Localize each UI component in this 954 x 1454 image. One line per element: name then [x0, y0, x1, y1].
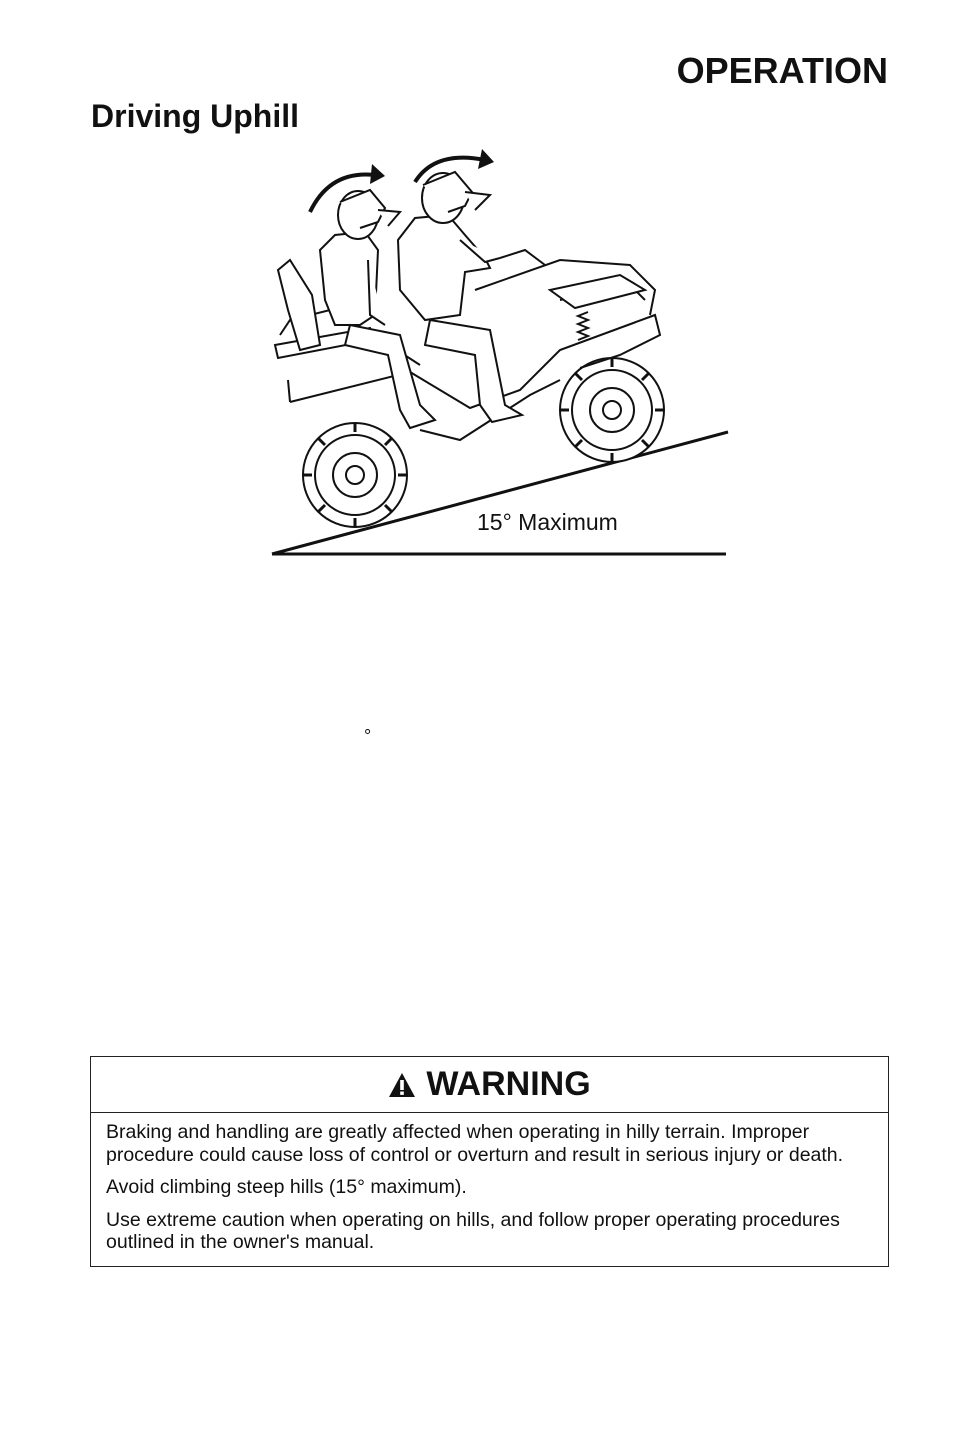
section-title: OPERATION — [676, 50, 888, 91]
warning-triangle-icon — [388, 1072, 416, 1098]
driver-figure — [398, 172, 545, 422]
warning-body — [91, 1113, 888, 1266]
warning-title: WARNING — [426, 1065, 591, 1103]
page-heading: Driving Uphill — [91, 98, 299, 134]
slope-label: 15° Maximum — [477, 509, 618, 535]
warning-paragraph: Avoid climbing steep hills (15° maximum). — [106, 1176, 467, 1198]
warning-paragraph: Use extreme caution when operating on hills, and follow proper operating procedures outlined in the owner's manual. — [106, 1208, 840, 1253]
warning-box — [90, 1056, 889, 1267]
warning-header — [91, 1057, 888, 1113]
degree-symbol: ° — [364, 726, 372, 746]
warning-paragraph: Braking and handling are greatly affected when operating in hilly terrain. Improper procedure could cause loss of control or overturn and result in serious injury or death. — [106, 1121, 844, 1166]
atv-uphill-illustration — [260, 140, 740, 570]
